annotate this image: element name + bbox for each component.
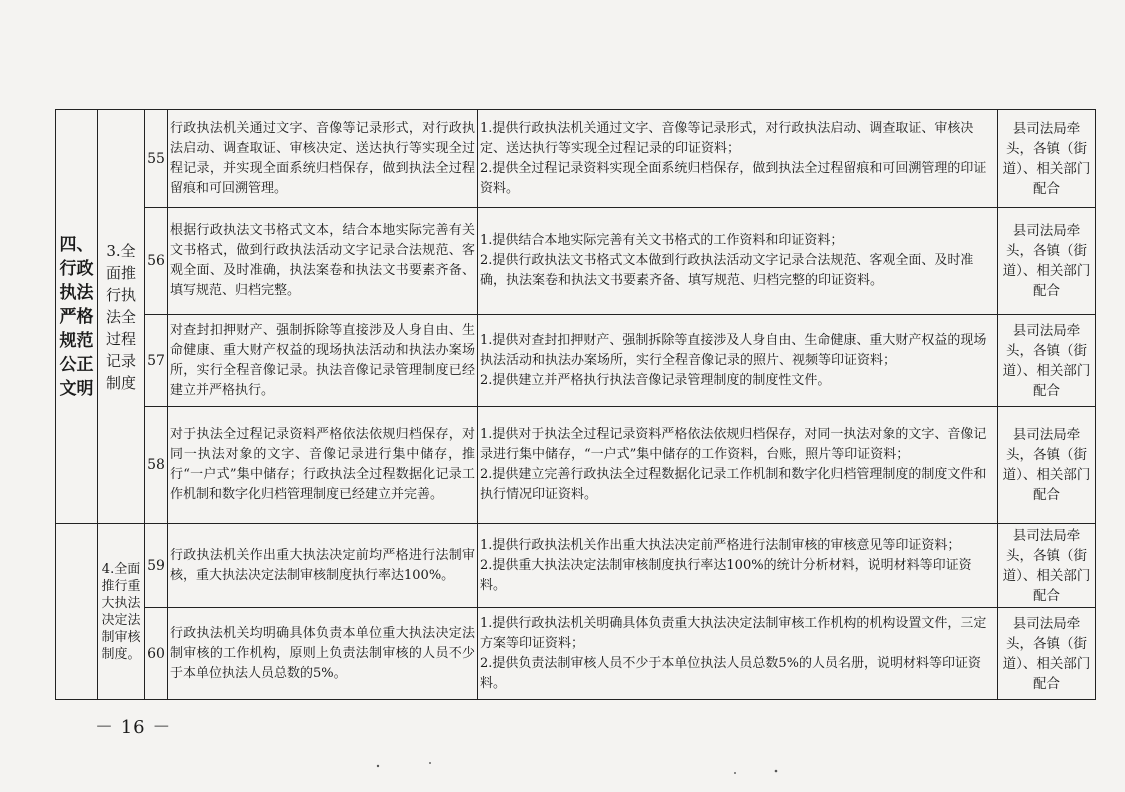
item-evidence — [478, 110, 998, 208]
item-number: 59 — [145, 524, 168, 608]
table-row — [56, 407, 1096, 524]
item-content: 对于执法全过程记录资料严格依法依规归档保存，对同一执法对象的文字、音像记录进行集中储存，推行“一户式”集中储存；行政执法全过程数据化记录工作机制和数字化归档管理制度已经建立并完善。 — [168, 407, 478, 524]
item-content: 对查封扣押财产、强制拆除等直接涉及人身自由、生命健康、重大财产权益的现场执法活动和执法办案场所，实行全程音像记录。执法音像记录管理制度已经建立并严格执行。 — [168, 315, 478, 407]
item-number: 57 — [145, 315, 168, 407]
item-number: 55 — [145, 110, 168, 208]
responsible-unit: 县司法局牵头，各镇（街道）、相关部门配合 — [998, 407, 1096, 524]
evidence-line: 1.提供行政执法机关作出重大执法决定前严格进行法制审核的审核意见等印证资料； — [480, 537, 961, 553]
category-empty-cell — [56, 524, 98, 700]
evidence-line: 2.提供建立并严格执行执法音像记录管理制度的制度性文件。 — [480, 372, 831, 388]
item-evidence — [478, 315, 998, 407]
item-content: 行政执法机关作出重大执法决定前均严格进行法制审核，重大执法决定法制审核制度执行率达100%。 — [168, 524, 478, 608]
subcategory-label: 3.全面推行执法全过程记录制度 — [105, 241, 136, 392]
evidence-line: 2.提供重大执法决定法制审核制度执行率达100%的统计分析材料，说明材料等印证资料。 — [480, 557, 972, 593]
item-evidence — [478, 608, 998, 700]
evidence-line: 1.提供行政执法机关通过文字、音像等记录形式，对行政执法启动、调查取证、审核决定、送达执行等实现全过程记录的印证资料； — [480, 120, 974, 156]
responsible-unit: 县司法局牵头，各镇（街道）、相关部门配合 — [998, 208, 1096, 315]
item-evidence — [478, 407, 998, 524]
responsible-unit: 县司法局牵头，各镇（街道）、相关部门配合 — [998, 315, 1096, 407]
category-cell — [56, 110, 98, 524]
evidence-line: 1.提供行政执法机关明确具体负责重大执法决定法制审核工作机构的机构设置文件，三定方案等印证资料； — [480, 615, 987, 651]
item-content: 行政执法机关均明确具体负责本单位重大执法决定法制审核的工作机构，原则上负责法制审核的人员不少于本单位执法人员总数的5%。 — [168, 608, 478, 700]
table-row — [56, 315, 1096, 407]
evidence-line: 1.提供对于执法全过程记录资料严格依法依规归档保存，对同一执法对象的文字、音像记录进行集中储存，“一户式”集中储存的工作资料，台账，照片等印证资料； — [480, 427, 987, 462]
evidence-line: 1.提供对查封扣押财产、强制拆除等直接涉及人身自由、生命健康、重大财产权益的现场执法活动和执法办案场所，实行全程音像记录的照片、视频等印证资料； — [480, 332, 987, 368]
table-row — [56, 110, 1096, 208]
subcategory-label: 4.全面推行重大执法决定法制审核制度。 — [101, 561, 141, 662]
item-number: 56 — [145, 208, 168, 315]
subcategory-cell — [98, 110, 145, 524]
item-content: 行政执法机关通过文字、音像等记录形式，对行政执法启动、调查取证、审核决定、送达执行等实现全过程记录，并实现全面系统归档保存，做到执法全过程留痕和可回溯管理。 — [168, 110, 478, 208]
item-number: 60 — [145, 608, 168, 700]
item-evidence — [478, 208, 998, 315]
table-row — [56, 524, 1096, 608]
subcategory-cell — [98, 524, 145, 700]
item-content: 根据行政执法文书格式文本，结合本地实际完善有关文书格式，做到行政执法活动文字记录合法规范、客观全面、及时准确，执法案卷和执法文书要素齐备、填写规范、归档完整。 — [168, 208, 478, 315]
responsible-unit: 县司法局牵头，各镇（街道）、相关部门配合 — [998, 608, 1096, 700]
evidence-line: 2.提供建立完善行政执法全过程数据化记录工作机制和数字化归档管理制度的制度文件和执行情况印证资料。 — [480, 467, 987, 502]
page-number: － 16 － — [95, 717, 172, 738]
evidence-line: 2.提供行政执法文书格式文本做到行政执法活动文字记录合法规范、客观全面、及时准确，执法案卷和执法文书要素齐备、填写规范、归档完整的印证资料。 — [480, 253, 974, 288]
table-row — [56, 208, 1096, 315]
responsible-unit: 县司法局牵头，各镇（街道）、相关部门配合 — [998, 110, 1096, 208]
evidence-line: 1.提供结合本地实际完善有关文书格式的工作资料和印证资料； — [480, 233, 844, 248]
category-label: 四、行政执法严格规范公正文明 — [59, 234, 94, 399]
item-number: 58 — [145, 407, 168, 524]
evidence-line: 2.提供负责法制审核人员不少于本单位执法人员总数5%的人员名册，说明材料等印证资料。 — [480, 655, 982, 691]
responsible-unit: 县司法局牵头，各镇（街道）、相关部门配合 — [998, 524, 1096, 608]
item-evidence — [478, 524, 998, 608]
evidence-line: 2.提供全过程记录资料实现全面系统归档保存，做到执法全过程留痕和可回溯管理的印证资料。 — [480, 160, 987, 196]
table-row — [56, 608, 1096, 700]
evaluation-table — [55, 109, 1096, 700]
